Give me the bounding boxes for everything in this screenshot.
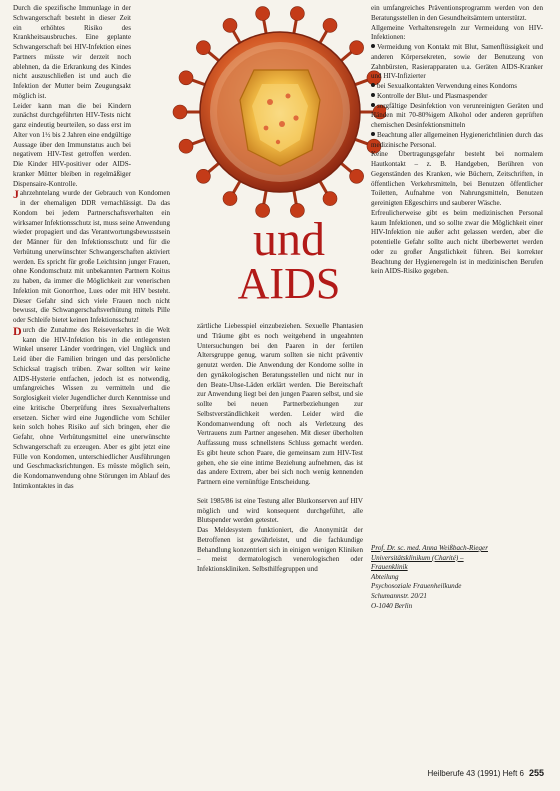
virus-spike-knob <box>196 169 210 183</box>
author-line: Frauenklinik <box>371 563 408 572</box>
journal-citation: Heilberufe 43 (1991) Heft 6 <box>427 769 524 778</box>
list-item: Vermeidung von Kontakt mit Blut, Samenflüssigkeit und anderen Körpersekreten, sowie der Benutzung von Zahnbürsten, Rasierapparaten u.a. Geräten AIDS-Kranker und HIV-Infizierter <box>371 43 543 81</box>
virus-spike-knob <box>323 192 337 206</box>
bullet-icon <box>371 132 375 136</box>
virus-spike-knob <box>179 139 193 153</box>
drop-cap: J <box>13 187 19 202</box>
virus-spike-knob <box>256 7 270 21</box>
virus-spike-knob <box>350 169 364 183</box>
paragraph: Erfreulicherweise gibt es beim medizinischen Personal kaum Infektionen, und so sollte zwar die Möglichkeit einer HIV-Infektion nie außer acht gelassen werden, aber die potentielle Gefahr sollte auch nicht überbewertet werden oder zu großer Ängstlichkeit führen. Bei korrekter Beachtung der Hygieneregeln ist in medizinischen Berufen kein AIDS-Risiko gegeben. <box>371 208 543 276</box>
bullet-icon <box>371 44 375 48</box>
author-block <box>371 544 543 611</box>
virus-spike-knob <box>179 71 193 85</box>
paragraph: Leider kann man die bei Kindern zunächst durchgeführten HIV-Tests nicht ganz eindeutig beurteilen, so dass erst im Alter von 1½ bis 2 Jahren eine endgültige Aussage über den Immunstatus auch bei negativem HIV-Test getroffen werden. Die Kinder HIV-positiver oder AIDS-kranker Mütter bleiben in regelmäßiger Dispensaire-Kontrolle. <box>13 101 131 188</box>
author-line: O-1040 Berlin <box>371 601 413 610</box>
bullet-icon <box>371 93 375 97</box>
list-item: bei Sexualkontakten Verwendung eines Kondoms <box>371 82 543 92</box>
column-left <box>13 4 170 754</box>
virus-spike-knob <box>196 41 210 55</box>
column-middle <box>197 322 363 754</box>
column-right <box>371 4 543 564</box>
page-number: 255 <box>528 768 544 778</box>
author-line: Universitätsklinikum (Charité) – <box>371 553 464 562</box>
author-line: Abteilung <box>371 572 399 581</box>
drop-cap: D <box>13 323 22 338</box>
virus-spike-knob <box>323 18 337 32</box>
bullet-icon <box>371 103 375 107</box>
paragraph: Das Meldesystem funktioniert, die Anonymität der Betroffenen ist gewährleistet, und die fachkundige Behandlung konzentriert sich in einigen wenigen Kliniken – meist dermatologisch venerologischen oder Infektionskliniken. Selbsthilfegruppen und <box>197 526 363 573</box>
headline-und: und <box>253 213 325 266</box>
virus-spike-knob <box>223 192 237 206</box>
paragraph: Durch die spezifische Immunlage in der Schwangerschaft besteht in dieser Zeit ein erhöhtes Risiko des Krankheitsausbruches. Eine geplante Schwangerschaft bei HIV-Infektion eines Partners müsste wir derzeit noch ablehnen, da die Erkrankung des Kindes nicht auszuschließen ist und auch die Infektion der Mutter beim Zeugungsakt möglich ist. <box>13 4 131 100</box>
bullet-icon <box>371 83 375 87</box>
list-item: sorgfältige Desinfektion von verunreinigten Geräten und Händen mit 70-80%igem Alkohol oder anderen geprüften chemischen Desinfektionsmitteln <box>371 101 543 129</box>
author-line: Psychosoziale Frauenheilkunde <box>371 582 462 591</box>
headline <box>214 213 364 308</box>
list-item: Kontrolle der Blut- und Plasmaspender <box>371 92 543 102</box>
author-line: Schumannstr. 20/21 <box>371 591 427 600</box>
hiv-virus-illustration <box>170 0 386 228</box>
paragraph: Seit 1985/86 ist eine Testung aller Blutkonserven auf HIV möglich und wird konsequent durchgeführt, alle Blutspender werden getestet. <box>197 496 363 525</box>
page-footer <box>427 768 544 778</box>
virus-spike-knob <box>290 7 304 21</box>
paragraph: ein umfangreiches Präventionsprogramm werden von den Beratungsstellen in den Gesundheitsämtern unterstützt. <box>371 4 543 22</box>
paragraph: Durch die Zunahme des Reiseverkehrs in die Welt kann die HIV-Infektion bis in die entlegensten Winkel unserer Länder vordringen, viel Unglück und Leid über die Familien bringen und das persönliche Schicksal tragisch trüben. Zwar sollten wir keine AIDS-Hysterie entfachen, jedoch ist es notwendig, umfangreiches Wissen zu vermitteln und die Sorglosigkeit vieler Jugendlicher durch Kenntnisse und eine kritische Überprüfung ihres Sexualverhaltens ersetzen. Sicher wird eine Jugendliche vom Schüler kein solch hohes Risiko auf sich bringen, eher die Gefahr, ohne Verhütungsmittel eine unerwünschte Schwangerschaft zu erzeugen. Aber es gibt jetzt eine Fülle von Kondomen, unterschiedlicher Ausführungen und Geschmacksrichtungen. Es müsste möglich sein, die Kondomanwendung ohne Störungen im Ablauf des Intimkontaktes in das <box>13 323 170 490</box>
virus-spike-knob <box>173 105 187 119</box>
paragraph: Jahrzehntelang wurde der Gebrauch von Kondomen in der ehemaligen DDR vernachlässigt. Da das Kondom bei jedem Partnerschaftsverhalten ein wirksamer Infektionsschutz ist, muss seine Anwendung wieder propagiert und das Verantwortungsbewusstsein der Männer für den Infektionsschutz und für die Verhütung unerwünschter Schwangerschaften aktiviert werden. Es spricht für große Leichtsinn junger Frauen, ohne Kondomschutz mit unbekannten Partnern Koitus zu haben, da immer die Möglichkeit zur venerischen Infektion mit Gonorrhoe, Lues oder mit HIV besteht. Dieser Gefahr sind sich viele Frauen noch nicht bewusst, die Schwangerschaftsverhütung mittels Pille oder Schleife bietet keinen Infektionsschutz! <box>13 187 170 324</box>
rules-intro: Allgemeine Verhaltensregeln zur Vermeidung von HIV-Infektionen: <box>371 23 543 42</box>
column-left-upper <box>13 4 131 189</box>
virus-spike-knob <box>350 41 364 55</box>
paragraph: zärtliche Liebesspiel einzubeziehen. Sexuelle Phantasien und Träume gibt es noch weitgehend in ungeahnten Untersuchungen bei den Paaren in der fertilen Altersgruppe genug, warum sollten sie nicht präventiv genutzt werden. Die Anwendung der Kondome sollte in den gynäkologischen Beratungsstellen und nicht nur in den Beate-Uhse-Läden erklärt werden. Die Bereitschaft zur Anwendung liegt bei den jungen Paaren selbst, und sie sollte bei neuen Partnerbeziehungen zur Selbstverständlichkeit werden. Leider wird die Kondomanwendung oft noch als Verletzung des Vertrauens zum Partner angesehen. Mit dieser überholten Auffassung muss schnellstens Schluss gemacht werden. Es gibt heute schon Paare, die gemeinsam zum HIV-Test gehen, ehe sie eine intime Beziehung aufnehmen, das ist das andere Extrem, aber bei sich noch wenig kennenden Partnern eine vernünftige Entscheidung. <box>197 322 363 486</box>
virus-spike-knob <box>223 18 237 32</box>
paragraph: Keine Übertragungsgefahr besteht bei normalem Hautkontakt – z. B. Handgeben, Berühren von Gegenständen des Kranken, wie Büchern, Zeitschriften, in öffentlichen Verkehrsmitteln, bei Benutzen öffentlicher Toiletten, Aufnahme von Nahrungsmitteln, Benutzen gereinigten Eßgeschirrs und sauberer Wäsche. <box>371 150 543 207</box>
list-item: Beachtung aller allgemeinen Hygienerichtlinien durch das medizinische Personal. <box>371 130 543 149</box>
author-name: Prof. Dr. sc. med. Anna Weißbach-Rieger <box>371 544 488 552</box>
headline-aids: AIDS <box>237 259 341 308</box>
